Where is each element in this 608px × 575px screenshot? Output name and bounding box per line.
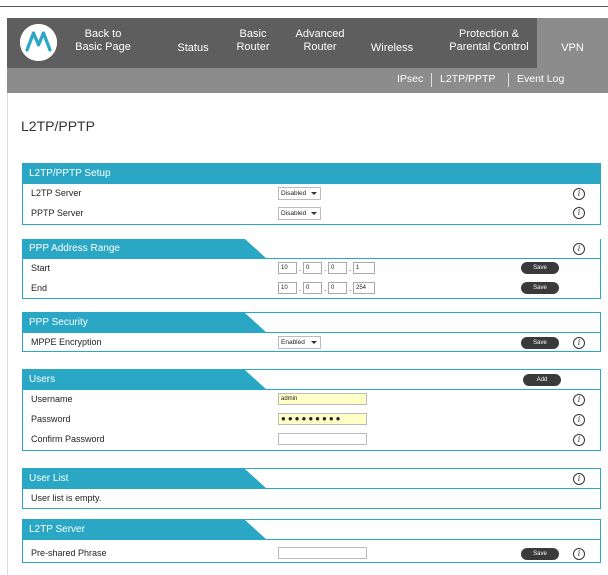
- subnav-divider: [431, 73, 432, 87]
- pre-shared-phrase-row: [23, 544, 600, 564]
- setup-section: [22, 163, 601, 225]
- end-octet-3[interactable]: 0: [328, 282, 347, 294]
- address-range-header: [23, 239, 600, 259]
- confirm-password-input[interactable]: [278, 433, 367, 445]
- ip-dot: .: [299, 264, 302, 273]
- save-range-start-button[interactable]: Save: [521, 262, 559, 274]
- pre-shared-phrase-label: Pre-shared Phrase: [31, 548, 107, 558]
- sub-nav: [7, 68, 608, 93]
- nav-advanced-line1: Advanced: [295, 28, 345, 40]
- password-label: Password: [31, 414, 71, 424]
- main-nav: [7, 18, 608, 68]
- chevron-down-icon: [311, 341, 317, 344]
- nav-advanced-router[interactable]: [289, 18, 351, 68]
- page-title: L2TP/PPTP: [21, 118, 95, 134]
- info-icon[interactable]: i: [573, 473, 585, 485]
- ppp-security-header: [23, 313, 600, 333]
- ppp-security-title: PPP Security: [23, 313, 245, 333]
- confirm-password-row: [23, 430, 600, 450]
- nav-protection-line1: Protection &: [459, 28, 519, 40]
- range-end-label: End: [31, 283, 48, 293]
- user-list-header: [23, 469, 600, 489]
- save-range-end-button[interactable]: Save: [521, 282, 559, 294]
- info-icon[interactable]: i: [573, 243, 585, 255]
- nav-basic-line1: Basic: [239, 28, 267, 40]
- nav-basic-line2: Router: [236, 41, 270, 53]
- top-border: [0, 0, 608, 7]
- user-list-title: User List: [23, 469, 245, 489]
- l2tp-server-section: [22, 519, 601, 563]
- l2tp-server-select[interactable]: [278, 187, 321, 200]
- chevron-down-icon: [311, 212, 317, 215]
- users-header: [23, 370, 600, 390]
- ip-dot: .: [299, 284, 302, 293]
- username-label: Username: [31, 394, 73, 404]
- range-start-label: Start: [31, 263, 51, 273]
- nav-protection-line2: Parental Control: [449, 41, 529, 53]
- pptp-server-value: Disabled: [281, 210, 307, 217]
- l2tp-server-value: Disabled: [281, 190, 307, 197]
- address-range-section: [22, 239, 601, 299]
- nav-vpn-label: VPN: [561, 42, 584, 54]
- nav-back-to-basic[interactable]: [71, 18, 135, 68]
- user-list-section: [22, 468, 601, 509]
- info-icon[interactable]: i: [573, 414, 585, 426]
- pre-shared-phrase-input[interactable]: [278, 547, 367, 559]
- nav-status[interactable]: [171, 18, 215, 68]
- pptp-server-label: PPTP Server: [31, 208, 84, 218]
- mppe-value: Enabled: [281, 339, 305, 346]
- start-octet-1[interactable]: 10: [278, 262, 297, 274]
- add-user-button[interactable]: Add: [523, 374, 561, 386]
- address-range-title: PPP Address Range: [23, 239, 245, 259]
- content-area: [7, 93, 608, 575]
- chevron-down-icon: [311, 192, 317, 195]
- mppe-row: [23, 333, 600, 353]
- nav-advanced-line2: Router: [303, 41, 337, 53]
- nav-wireless[interactable]: [365, 18, 419, 68]
- l2tp-server-label: L2TP Server: [31, 188, 82, 198]
- info-icon[interactable]: i: [573, 434, 585, 446]
- subnav-l2tp-pptp[interactable]: L2TP/PPTP: [440, 73, 496, 85]
- confirm-password-label: Confirm Password: [31, 434, 105, 444]
- ip-dot: .: [324, 264, 327, 273]
- ppp-security-section: [22, 312, 601, 352]
- end-octet-1[interactable]: 10: [278, 282, 297, 294]
- header-underline: [23, 539, 600, 540]
- save-security-button[interactable]: Save: [521, 337, 559, 349]
- username-input[interactable]: admin: [278, 393, 367, 405]
- range-end-row: [23, 279, 600, 299]
- mppe-select[interactable]: [278, 336, 321, 349]
- user-list-empty-message: User list is empty.: [31, 493, 102, 503]
- l2tp-server-row: [23, 184, 600, 204]
- users-section: [22, 369, 601, 451]
- end-octet-2[interactable]: 0: [303, 282, 322, 294]
- subnav-ipsec[interactable]: IPsec: [397, 73, 424, 85]
- password-row: [23, 410, 600, 430]
- mppe-label: MPPE Encryption: [31, 337, 102, 347]
- nav-basic-router[interactable]: [231, 18, 275, 68]
- info-icon[interactable]: i: [573, 337, 585, 349]
- start-octet-4[interactable]: 1: [353, 262, 375, 274]
- pptp-server-select[interactable]: [278, 207, 321, 220]
- nav-wireless-label: Wireless: [370, 42, 414, 54]
- start-octet-2[interactable]: 0: [303, 262, 322, 274]
- pptp-server-row: [23, 204, 600, 224]
- ip-dot: .: [349, 284, 352, 293]
- l2tp-server-title: L2TP Server: [23, 520, 245, 540]
- info-icon[interactable]: i: [573, 207, 585, 219]
- nav-protection[interactable]: [439, 18, 539, 68]
- end-octet-4[interactable]: 254: [353, 282, 375, 294]
- ip-dot: .: [324, 284, 327, 293]
- range-start-row: [23, 259, 600, 279]
- info-icon[interactable]: i: [573, 394, 585, 406]
- l2tp-server-header: [23, 520, 600, 540]
- info-icon[interactable]: i: [573, 188, 585, 200]
- username-row: [23, 390, 600, 410]
- nav-status-label: Status: [177, 42, 209, 54]
- password-input[interactable]: ●●●●●●●●●: [278, 413, 367, 425]
- info-icon[interactable]: i: [573, 548, 585, 560]
- ip-dot: .: [349, 264, 352, 273]
- motorola-logo-icon[interactable]: [20, 24, 57, 61]
- nav-back-line1: Back to: [84, 28, 122, 40]
- save-phrase-button[interactable]: Save: [521, 548, 559, 560]
- subnav-event-log[interactable]: Event Log: [517, 73, 565, 85]
- setup-header: [23, 164, 600, 184]
- nav-back-line2: Basic Page: [75, 41, 131, 53]
- nav-vpn[interactable]: [537, 18, 608, 68]
- setup-title: L2TP/PPTP Setup: [29, 168, 111, 179]
- start-octet-3[interactable]: 0: [328, 262, 347, 274]
- users-title: Users: [23, 370, 245, 390]
- subnav-divider: [508, 73, 509, 87]
- user-list-empty-row: [23, 489, 600, 509]
